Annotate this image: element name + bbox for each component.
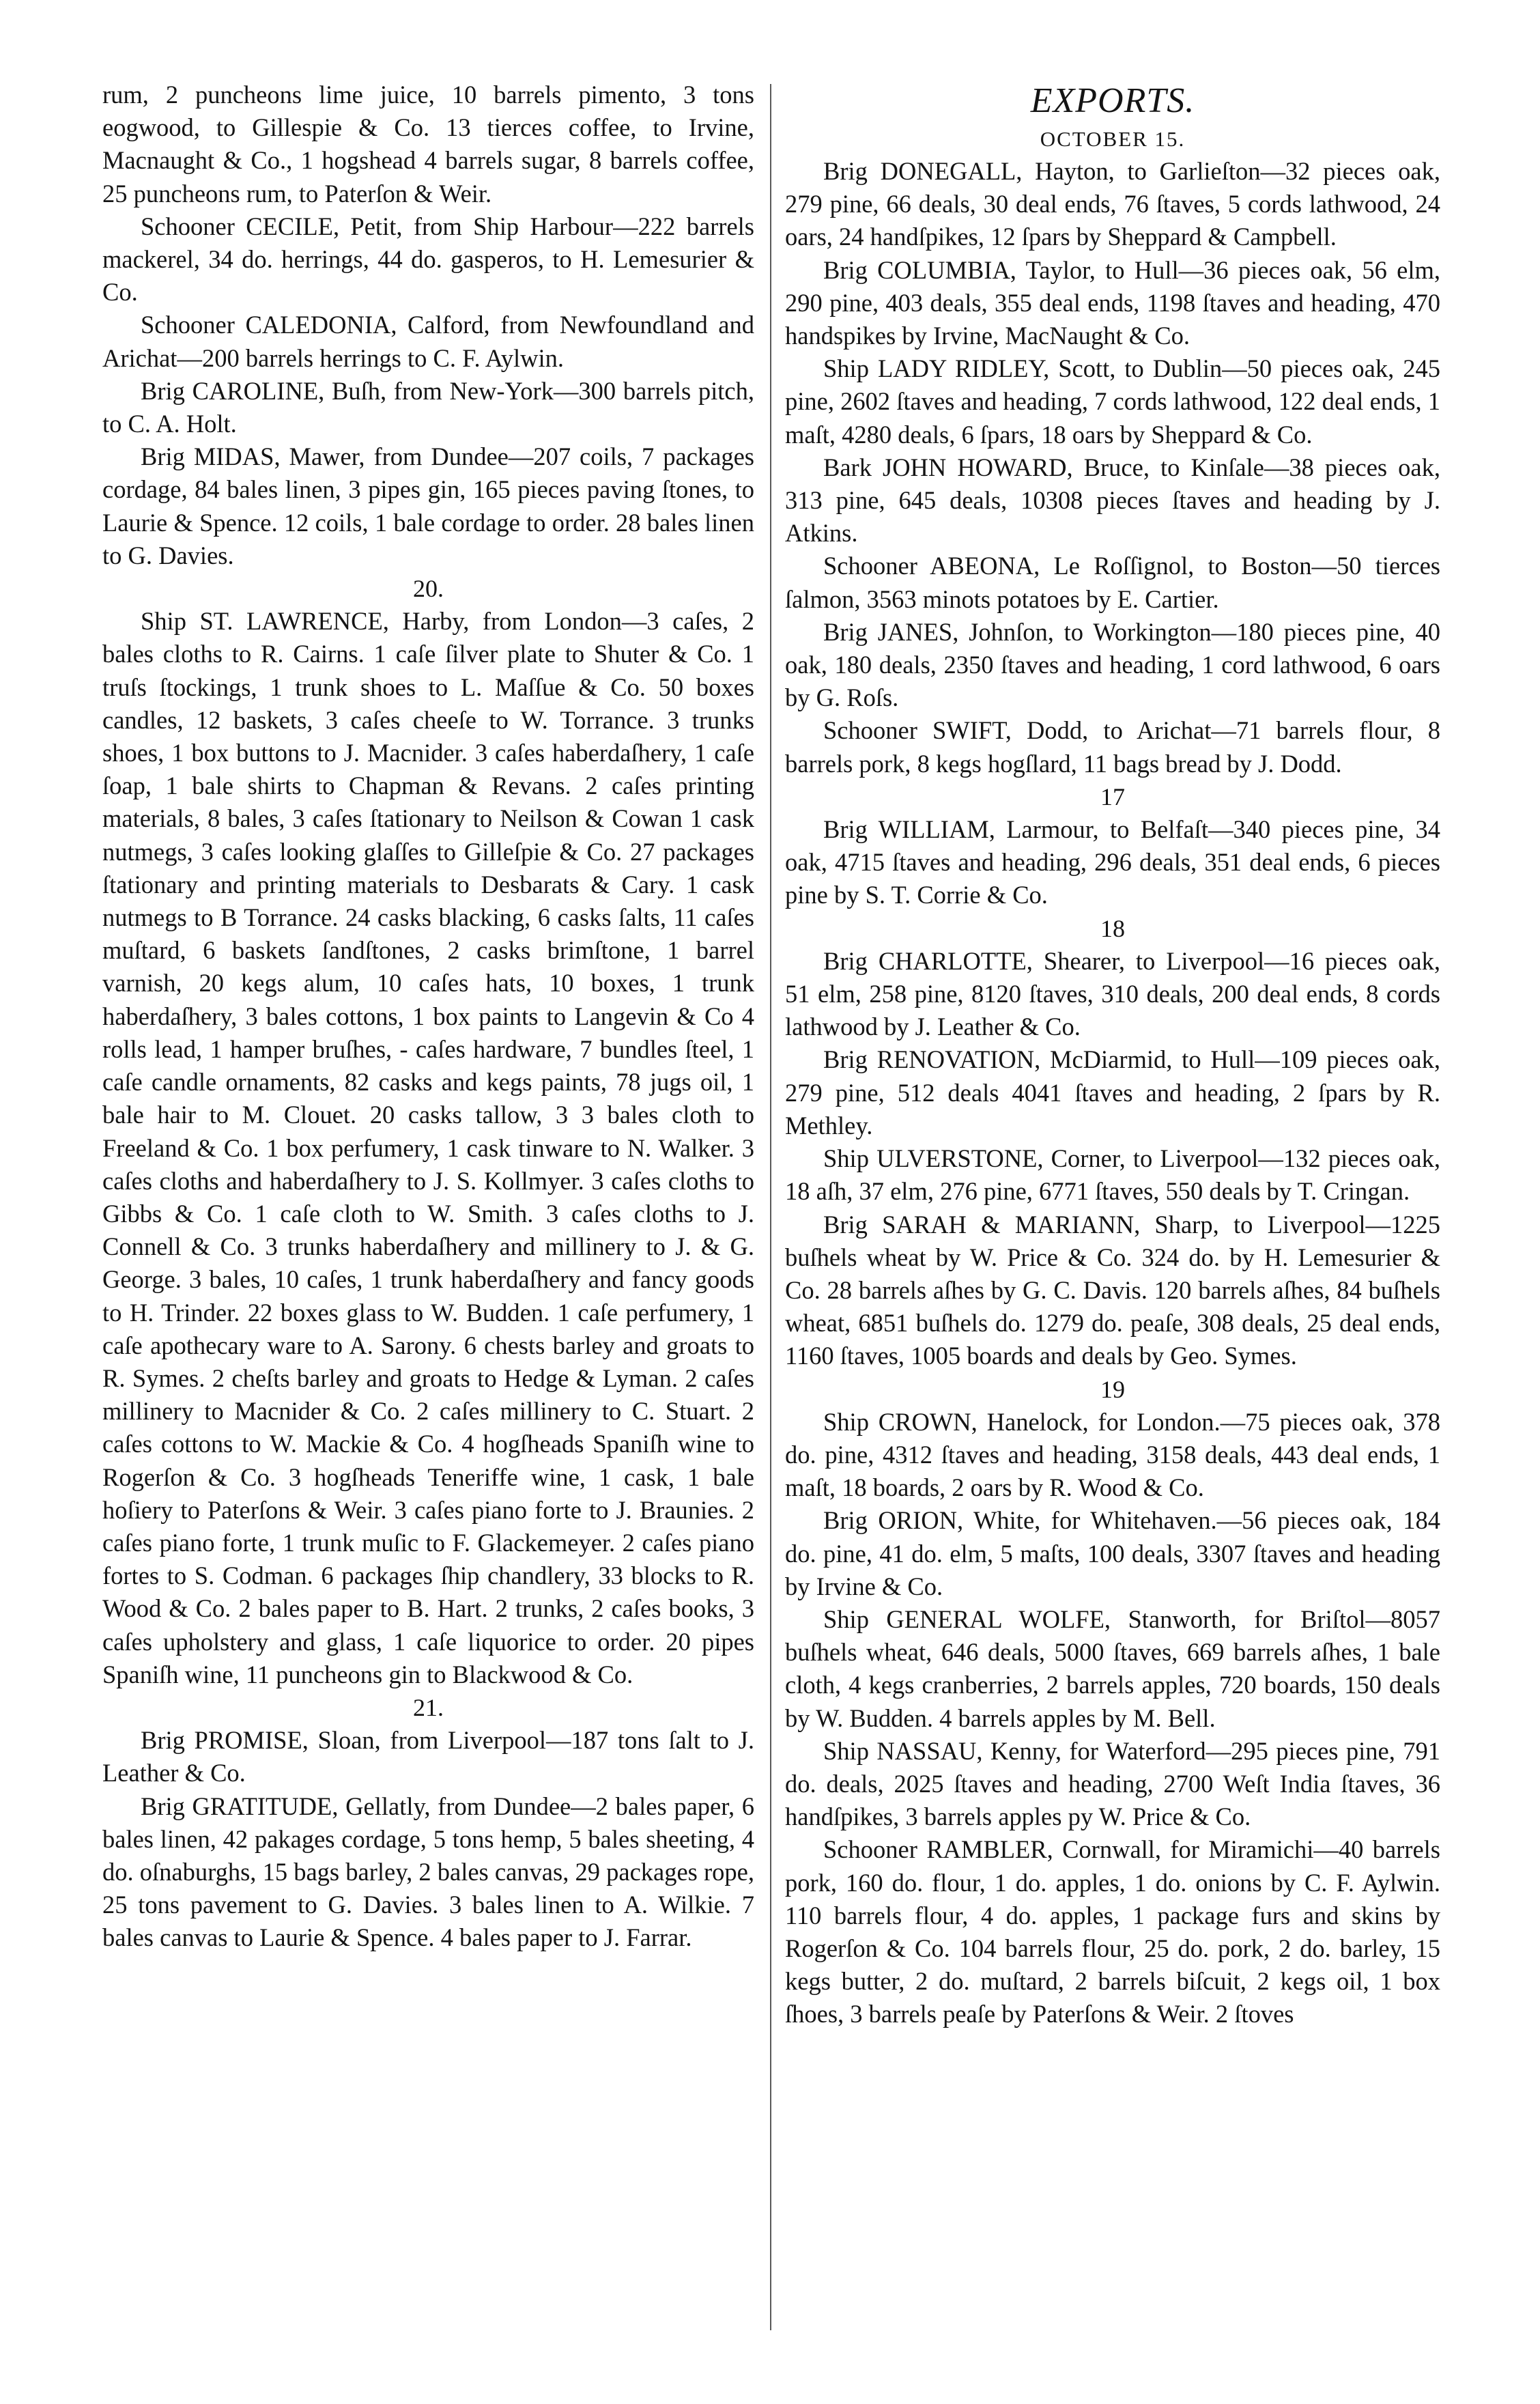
export-entry: Brig WILLIAM, Larmour, to Belfaſt—340 pieces pine, 34 oak, 4715 ſtaves and heading, 296 deals, 351 deal ends, 6 pieces pine by S. T. Corrie & Co. [785,815,1440,909]
date-heading: 17 [1100,782,1125,810]
export-entry: Schooner ABEONA, Le Roſſignol, to Boston—50 tierces ſalmon, 3563 minots potatoes by E. Cartier. [785,552,1440,613]
export-entry: Brig ORION, White, for Whitehaven.—56 pieces oak, 184 do. pine, 41 do. elm, 5 maſts, 100 deals, 3307 ſtaves and heading by Irvine & Co. [785,1506,1440,1600]
import-entry: Schooner CECILE, Petit, from Ship Harbour—222 barrels mackerel, 34 do. herrings, 44 do. gasperos, to H. Lemesurier & Co. [102,212,754,307]
left-column [102,79,754,1955]
import-entry: Brig GRATITUDE, Gellatly, from Dundee—2 bales paper, 6 bales linen, 42 pakages cordage, 5 tons hemp, 5 bales sheeting, 4 do. oſnaburghs, 15 bags barley, 2 bales canvas, 29 packages rope, 25 tons pavement to G. Davies. 3 bales linen to A. Wilkie. 7 bales canvas to Laurie & Spence. 4 bales paper to J. Farrar. [102,1792,754,1952]
import-entry: Brig CAROLINE, Buſh, from New-York—300 barrels pitch, to C. A. Holt. [102,376,754,438]
exports-heading: EXPORTS. [1030,81,1195,120]
column-divider [770,84,771,2330]
date-heading: 19 [1100,1375,1125,1403]
newspaper-page [102,79,1440,2332]
export-entry: Brig DONEGALL, Hayton, to Garlieſton—32 pieces oak, 279 pine, 66 deals, 30 deal ends, 76 ſtaves, 5 cords lathwood, 24 oars, 24 handſpikes, 12 ſpars by Sheppard & Campbell. [785,157,1440,251]
date-heading: 18 [1100,914,1125,942]
export-entry: Ship CROWN, Hanelock, for London.—75 pieces oak, 378 do. pine, 4312 ſtaves and heading, 3158 deals, 443 deal ends, 1 maſt, 18 boards, 2 oars by R. Wood & Co. [785,1407,1440,1502]
export-entry: Schooner SWIFT, Dodd, to Arichat—71 barrels flour, 8 barrels pork, 8 kegs hogſlard, 11 bags bread by J. Dodd. [785,716,1440,778]
export-entry: Brig JANES, Johnſon, to Workington—180 pieces pine, 40 oak, 180 deals, 2350 ſtaves and heading, 1 cord lathwood, 6 oars by G. Roſs. [785,617,1440,712]
right-column [785,79,1440,2031]
export-entry: Schooner RAMBLER, Cornwall, for Miramichi—40 barrels pork, 160 do. flour, 1 do. apples, 1 do. onions by C. F. Aylwin. 110 barrels flour, 4 do. apples, 1 package furs and skins by Rogerſon & Co. 104 barrels flour, 25 do. pork, 2 do. barley, 15 kegs butter, 2 do. muſtard, 2 barrels biſcuit, 2 kegs oil, 1 box ſhoes, 3 barrels peaſe by Paterſons & Weir. 2 ſtoves [785,1835,1440,2028]
date-heading: 21. [413,1693,444,1721]
date-heading: 20. [413,575,444,603]
export-entry: Brig CHARLOTTE, Shearer, to Liverpool—16 pieces oak, 51 elm, 258 pine, 8120 ſtaves, 310 deals, 200 deal ends, 8 cords lathwood by J. Leather & Co. [785,946,1440,1041]
export-entry: Ship LADY RIDLEY, Scott, to Dublin—50 pieces oak, 245 pine, 2602 ſtaves and heading, 7 cords lathwood, 122 deal ends, 1 maſt, 4280 deals, 6 ſpars, 18 oars by Sheppard & Co. [785,354,1440,449]
import-entry: rum, 2 puncheons lime juice, 10 barrels pimento, 3 tons eogwood, to Gillespie & Co. 13 tierces coffee, to Irvine, Macnaught & Co., 1 hogshead 4 barrels sugar, 8 barrels coffee, 25 puncheons rum, to Paterſon & Weir. [102,81,754,208]
export-entry: Brig COLUMBIA, Taylor, to Hull—36 pieces oak, 56 elm, 290 pine, 403 deals, 355 deal ends, 1198 ſtaves and heading, 470 handspikes by Irvine, MacNaught & Co. [785,255,1440,350]
export-entry: Ship GENERAL WOLFE, Stanworth, for Briſtol—8057 buſhels wheat, 646 deals, 5000 ſtaves, 669 barrels aſhes, 1 bale cloth, 4 kegs cranberries, 2 barrels apples, 720 boards, 150 deals by W. Budden. 4 barrels apples by M. Bell. [785,1604,1440,1732]
export-entry: Brig RENOVATION, McDiarmid, to Hull—109 pieces oak, 279 pine, 512 deals 4041 ſtaves and heading, 2 ſpars by R. Methley. [785,1045,1440,1140]
export-entry: Bark JOHN HOWARD, Bruce, to Kinſale—38 pieces oak, 313 pine, 645 deals, 10308 pieces ſtaves and heading by J. Atkins. [785,453,1440,548]
export-entry: Ship ULVERSTONE, Corner, to Liverpool—132 pieces oak, 18 aſh, 37 elm, 276 pine, 6771 ſtaves, 550 deals by T. Cringan. [785,1144,1440,1206]
date-subheading: OCTOBER 15. [1040,127,1186,151]
import-entry: Brig PROMISE, Sloan, from Liverpool—187 tons ſalt to J. Leather & Co. [102,1726,754,1787]
export-entry: Brig SARAH & MARIANN, Sharp, to Liverpool—1225 buſhels wheat by W. Price & Co. 324 do. by H. Lemesurier & Co. 28 barrels aſhes by G. C. Davis. 120 barrels aſhes, 84 buſhels wheat, 6851 buſhels do. 1279 do. peaſe, 308 deals, 25 deal ends, 1160 ſtaves, 1005 boards and deals by Geo. Symes. [785,1210,1440,1370]
import-entry: Brig MIDAS, Mawer, from Dundee—207 coils, 7 packages cordage, 84 bales linen, 3 pipes gin, 165 pieces paving ſtones, to Laurie & Spence. 12 coils, 1 bale cordage to order. 28 bales linen to G. Davies. [102,442,754,569]
export-entry: Ship NASSAU, Kenny, for Waterford—295 pieces pine, 791 do. deals, 2025 ſtaves and heading, 2700 Weſt India ſtaves, 36 handſpikes, 3 barrels apples py W. Price & Co. [785,1736,1440,1831]
import-entry: Schooner CALEDONIA, Calford, from Newfoundland and Arichat—200 barrels herrings to C. F. Aylwin. [102,311,754,372]
import-entry: Ship ST. LAWRENCE, Harby, from London—3 caſes, 2 bales cloths to R. Cairns. 1 caſe ſilver plate to Shuter & Co. 1 truſs ſtockings, 1 trunk shoes to L. Maſſue & Co. 50 boxes candles, 12 baskets, 3 caſes cheeſe to W. Torrance. 3 trunks shoes, 1 box buttons to J. Macnider. 3 caſes haberdaſhery, 1 caſe ſoap, 1 bale shirts to Chapman & Revans. 2 caſes printing materials, 8 bales, 3 caſes ſtationary to Neilson & Cowan 1 cask nutmegs, 3 caſes looking glaſſes to Gilleſpie & Co. 27 packages ſtationary and printing materials to Desbarats & Cary. 1 cask nutmegs to B Torrance. 24 casks blacking, 6 casks ſalts, 11 caſes muſtard, 6 baskets ſandſtones, 2 casks brimſtone, 1 barrel varnish, 20 kegs alum, 10 caſes hats, 10 boxes, 1 trunk haberdaſhery, 3 bales cottons, 1 box paints to Langevin & Co 4 rolls lead, 1 hamper bruſhes, - caſes hardware, 7 bundles ſteel, 1 caſe candle ornaments, 82 casks and kegs paints, 78 jugs oil, 1 bale hair to M. Clouet. 20 casks tallow, 3 3 bales cloth to Freeland & Co. 1 box perfumery, 1 cask tinware to N. Walker. 3 caſes cloths and haberdaſhery to J. S. Kollmyer. 3 caſes cloths to Gibbs & Co. 1 caſe cloth to W. Smith. 3 caſes cloths to J. Connell & Co. 3 trunks haberdaſhery and millinery to J. & G. George. 3 bales, 10 caſes, 1 trunk haberdaſhery and fancy goods to H. Trinder. 22 boxes glass to W. Budden. 1 caſe perfumery, 1 caſe apothecary ware to A. Sarony. 6 chests barley and groats to R. Symes. 2 cheſts barley and groats to Hedge & Lyman. 2 caſes millinery to Macnider & Co. 2 caſes millinery to C. Stuart. 2 caſes cottons to W. Mackie & Co. 4 hogſheads Spaniſh wine to Rogerſon & Co. 3 hogſheads Teneriffe wine, 1 cask, 1 bale hoſiery to Paterſons & Weir. 3 caſes piano forte to J. Braunies. 2 caſes piano forte, 1 trunk muſic to F. Glackemeyer. 2 caſes piano fortes to S. Codman. 6 packages ſhip chandlery, 33 blocks to R. Wood & Co. 2 bales paper to B. Hart. 2 trunks, 2 caſes books, 3 caſes upholstery and glass, 1 caſe liquorice to order. 20 pipes Spaniſh wine, 11 puncheons gin to Blackwood & Co. [102,607,754,1688]
